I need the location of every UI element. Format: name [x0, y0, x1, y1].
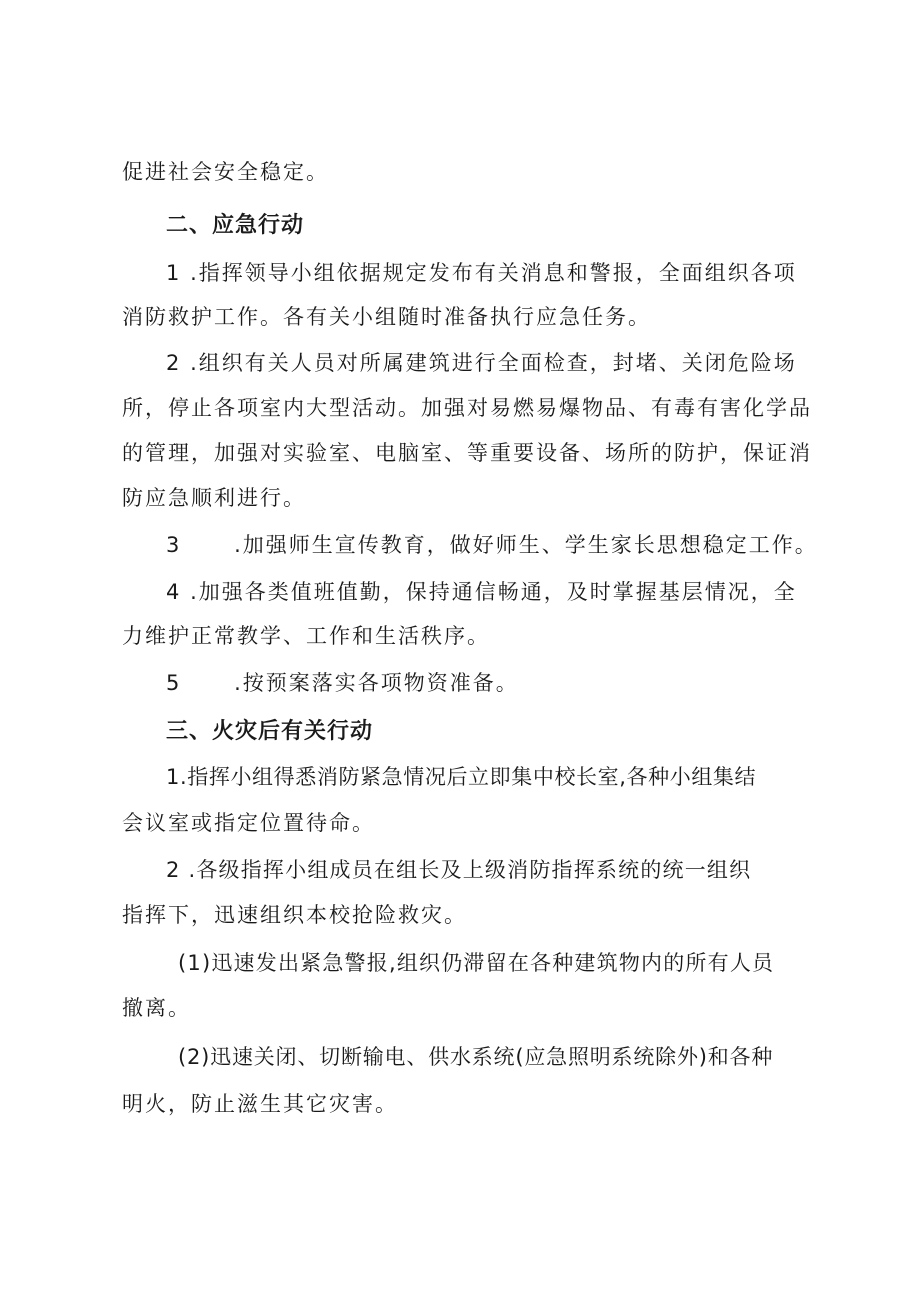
item-text-continued: 指挥下，迅速组织本校抢险救灾。	[122, 903, 467, 927]
item-number: 3	[166, 533, 182, 557]
item-number: 2	[166, 858, 181, 882]
section-heading-post-fire-actions: 三、火灾后有关行动	[166, 719, 374, 744]
item-number: 1.	[166, 765, 188, 789]
item-text: .指挥领导小组依据规定发布有关消息和警报，全面组织各项	[190, 261, 797, 285]
item-text: .组织有关人员对所属建筑进行全面检查，封堵、关闭危险场	[190, 351, 797, 375]
item-text-continued: 力维护正常教学、工作和生活秩序。	[122, 624, 490, 648]
list-item	[178, 948, 774, 978]
item-number: 5	[166, 671, 182, 695]
item-text: .按预案落实各项物资准备。	[234, 671, 519, 695]
list-item	[178, 1042, 773, 1072]
item-number: (2)	[178, 1045, 211, 1069]
item-text: .加强师生宣传教育，做好师生、学生家长思想稳定工作。	[234, 533, 818, 557]
list-item	[166, 348, 797, 378]
list-item	[166, 762, 756, 792]
item-text: .各级指挥小组成员在组长及上级消防指挥系统的统一组织	[188, 858, 752, 882]
item-number: 2	[166, 351, 182, 375]
item-text-continued: 会议室或指定位置待命。	[122, 811, 375, 835]
item-text-continued: 明火，防止滋生其它灾害。	[122, 1092, 398, 1116]
item-text-continued: 所，停止各项室内大型活动。加强对易燃易爆物品、有毒有害化学品	[122, 396, 812, 420]
item-text: 迅速发出紧急警报,组织仍滞留在各种建筑物内的所有人员	[211, 951, 775, 975]
list-item	[166, 668, 519, 698]
section-heading-emergency-actions: 二、应急行动	[166, 213, 305, 238]
list-item	[166, 258, 797, 288]
item-number: (1)	[178, 951, 212, 975]
item-number: 4	[166, 580, 182, 604]
item-text-continued: 防应急顺利进行。	[122, 486, 306, 510]
list-item	[166, 577, 797, 607]
item-text-continued: 消防救护工作。各有关小组随时准备执行应急任务。	[122, 305, 651, 329]
item-text: 迅速关闭、切断输电、供水系统(应急照明系统除外)和各种	[210, 1045, 774, 1069]
intro-tail-text: 促进社会安全稳定。	[122, 160, 329, 184]
item-text: .加强各类值班值勤，保持通信畅通，及时掌握基层情况，全	[190, 580, 797, 604]
list-item	[166, 530, 818, 560]
item-text-continued: 的管理，加强对实验室、电脑室、等重要设备、场所的防护，保证消	[122, 441, 812, 465]
list-item	[166, 855, 751, 885]
item-text-continued: 撤离。	[122, 996, 191, 1020]
item-number: 1	[166, 261, 182, 285]
item-text: 指挥小组得悉消防紧急情况后立即集中校长室,各种小组集结	[187, 765, 757, 789]
